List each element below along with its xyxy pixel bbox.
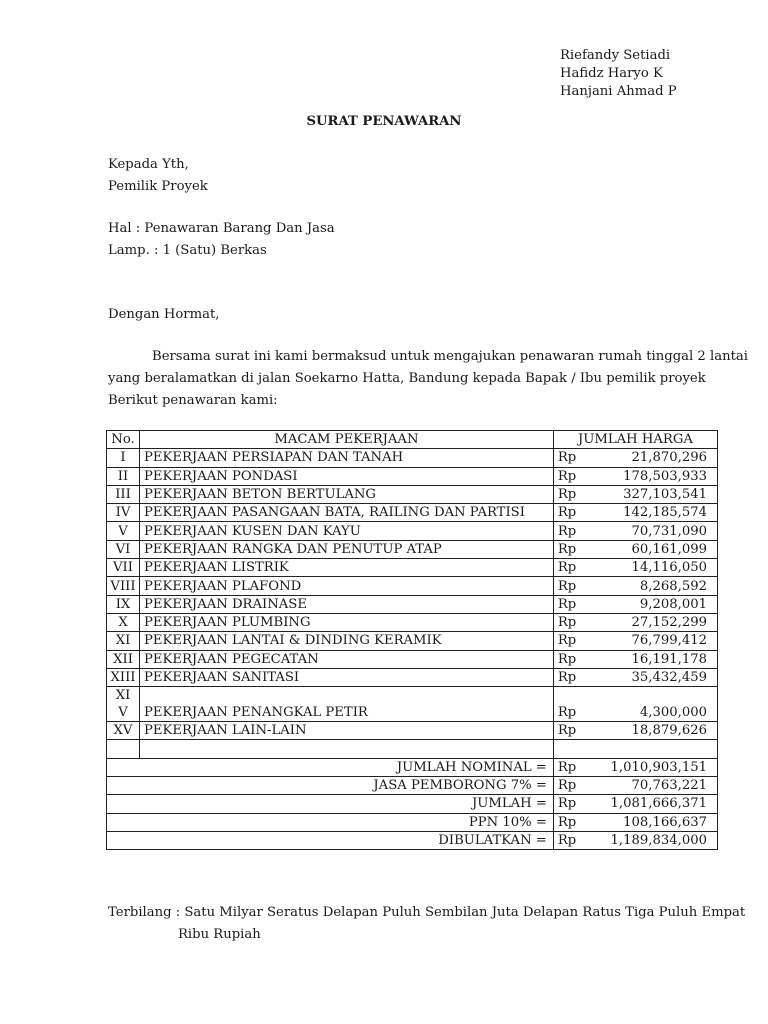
table-row [107,632,718,650]
amount-value: 27,152,299 [631,615,707,631]
table-header-row [107,431,718,449]
row-number: XV [107,722,140,740]
currency-label: Rp [557,814,577,830]
row-number-part: V [118,705,128,721]
table-row [107,485,718,503]
row-number: III [107,485,140,503]
row-number: VI [107,540,140,558]
price-cell [553,795,717,813]
job-name: PEKERJAAN PLAFOND [140,577,554,595]
amount-value: 178,503,933 [623,468,707,484]
summary-row [107,813,718,831]
price-cell [553,559,717,577]
currency-label: Rp [557,759,577,775]
summary-label: JASA PEMBORONG 7% = [107,777,554,795]
price-cell [553,522,717,540]
currency-label: Rp [557,541,577,557]
author-name: Hanjani Ahmad P [560,84,677,99]
recipient-line: Pemilik Proyek [108,179,208,194]
amount-value: 1,010,903,151 [610,759,707,775]
table-row [107,522,718,540]
job-name: PEKERJAAN PLUMBING [140,613,554,631]
row-number: XI [107,632,140,650]
amount-value: 108,166,637 [623,814,707,830]
table-row [107,577,718,595]
price-cell [553,668,717,686]
summary-label: DIBULATKAN = [107,831,554,849]
currency-label: Rp [557,468,577,484]
row-number: X [107,613,140,631]
table-row [107,504,718,522]
row-number: IV [107,504,140,522]
summary-label: JUMLAH NOMINAL = [107,758,554,776]
currency-label: Rp [557,505,577,521]
job-name: PEKERJAAN BETON BERTULANG [140,485,554,503]
price-cell [553,540,717,558]
body-line: Bersama surat ini kami bermaksud untuk mengajukan penawaran rumah tinggal 2 lantai [152,349,748,364]
job-name: PEKERJAAN PERSIAPAN DAN TANAH [140,449,554,467]
terbilang-line: Terbilang : Satu Milyar Seratus Delapan Puluh Sembilan Juta Delapan Ratus Tiga Puluh Empat [108,905,746,920]
price-cell [553,504,717,522]
table-row [107,595,718,613]
price-cell [553,687,717,722]
recipient-line: Kepada Yth, [108,157,189,172]
header-price: JUMLAH HARGA [553,431,717,449]
table-row [107,668,718,686]
job-name: PEKERJAAN LISTRIK [140,559,554,577]
body-paragraph [108,346,748,412]
amount-value: 21,870,296 [631,450,707,466]
amount-value: 16,191,178 [631,651,707,667]
offer-table [106,430,718,850]
currency-label: Rp [557,670,577,685]
price-cell [553,613,717,631]
row-number: IX [107,595,140,613]
table-row [107,467,718,485]
amount-value: 9,208,001 [639,596,707,612]
empty-row [107,740,718,758]
amount-value: 60,161,099 [631,541,707,557]
currency-label: Rp [557,615,577,631]
table-row [107,540,718,558]
row-number-part: XI [115,688,131,704]
price-cell [553,650,717,668]
currency-label: Rp [557,651,577,667]
job-name: PEKERJAAN RANGKA DAN PENUTUP ATAP [140,540,554,558]
letter-title: SURAT PENAWARAN [306,114,462,129]
summary-row [107,777,718,795]
amount-value: 76,799,412 [631,633,707,649]
table-row [107,687,718,722]
currency-label: Rp [557,705,577,721]
job-name: PEKERJAAN LANTAI & DINDING KERAMIK [140,632,554,650]
currency-label: Rp [557,560,577,576]
job-name: PEKERJAAN PONDASI [140,467,554,485]
table-row [107,613,718,631]
subject-line: Hal : Penawaran Barang Dan Jasa [108,221,335,236]
table-row [107,449,718,467]
currency-label: Rp [557,796,577,812]
currency-label: Rp [557,487,577,503]
amount-value: 18,879,626 [631,723,707,739]
summary-label: JUMLAH = [107,795,554,813]
author-name: Riefandy Setiadi [560,48,671,63]
job-name: PEKERJAAN DRAINASE [140,595,554,613]
table-row [107,650,718,668]
currency-label: Rp [557,723,577,739]
currency-label: Rp [557,450,577,466]
row-number: V [107,522,140,540]
attachment-line: Lamp. : 1 (Satu) Berkas [108,243,267,258]
job-name: PEKERJAAN LAIN-LAIN [140,722,554,740]
header-no: No. [107,431,140,449]
price-cell [553,758,717,776]
row-number: XIII [107,668,140,686]
job-name: PEKERJAAN PEGECATAN [140,650,554,668]
amount-value: 327,103,541 [623,487,707,503]
author-list [560,47,677,101]
terbilang-line: Ribu Rupiah [178,927,261,942]
price-cell [553,485,717,503]
greeting: Dengan Hormat, [108,307,220,322]
summary-row [107,758,718,776]
price-cell [553,777,717,795]
row-number: XII [107,650,140,668]
row-number: VII [107,559,140,577]
amount-value: 14,116,050 [631,560,707,576]
amount-value: 70,731,090 [631,523,707,539]
price-cell [553,813,717,831]
currency-label: Rp [557,633,577,649]
price-cell [553,577,717,595]
price-cell [553,449,717,467]
price-cell [553,632,717,650]
row-number: VIII [107,577,140,595]
job-name: PEKERJAAN PENANGKAL PETIR [140,687,554,722]
job-name: PEKERJAAN KUSEN DAN KAYU [140,522,554,540]
job-name: PEKERJAAN PASANGAAN BATA, RAILING DAN PARTISI [140,504,554,522]
currency-label: Rp [557,523,577,539]
currency-label: Rp [557,596,577,612]
amount-value: 4,300,000 [639,705,707,721]
table-row [107,559,718,577]
body-line: Berikut penawaran kami: [108,393,278,408]
currency-label: Rp [557,578,577,594]
summary-row [107,795,718,813]
job-name: PEKERJAAN SANITASI [140,668,554,686]
body-line: yang beralamatkan di jalan Soekarno Hatta, Bandung kepada Bapak / Ibu pemilik proyek [108,371,706,386]
amount-value: 70,763,221 [631,778,707,794]
amount-value: 1,081,666,371 [610,796,707,812]
price-cell [553,831,717,849]
author-name: Hafidz Haryo K [560,66,663,81]
table-row [107,722,718,740]
summary-row [107,831,718,849]
price-cell [553,595,717,613]
amount-in-words [108,902,745,946]
summary-label: PPN 10% = [107,813,554,831]
currency-label: Rp [557,778,577,794]
amount-value: 8,268,592 [639,578,707,594]
price-cell [553,722,717,740]
row-number [107,687,140,722]
amount-value: 35,432,459 [631,670,707,685]
header-job: MACAM PEKERJAAN [140,431,554,449]
row-number: II [107,467,140,485]
row-number: I [107,449,140,467]
amount-value: 142,185,574 [623,505,707,521]
currency-label: Rp [557,833,577,849]
amount-value: 1,189,834,000 [610,833,707,849]
price-cell [553,467,717,485]
